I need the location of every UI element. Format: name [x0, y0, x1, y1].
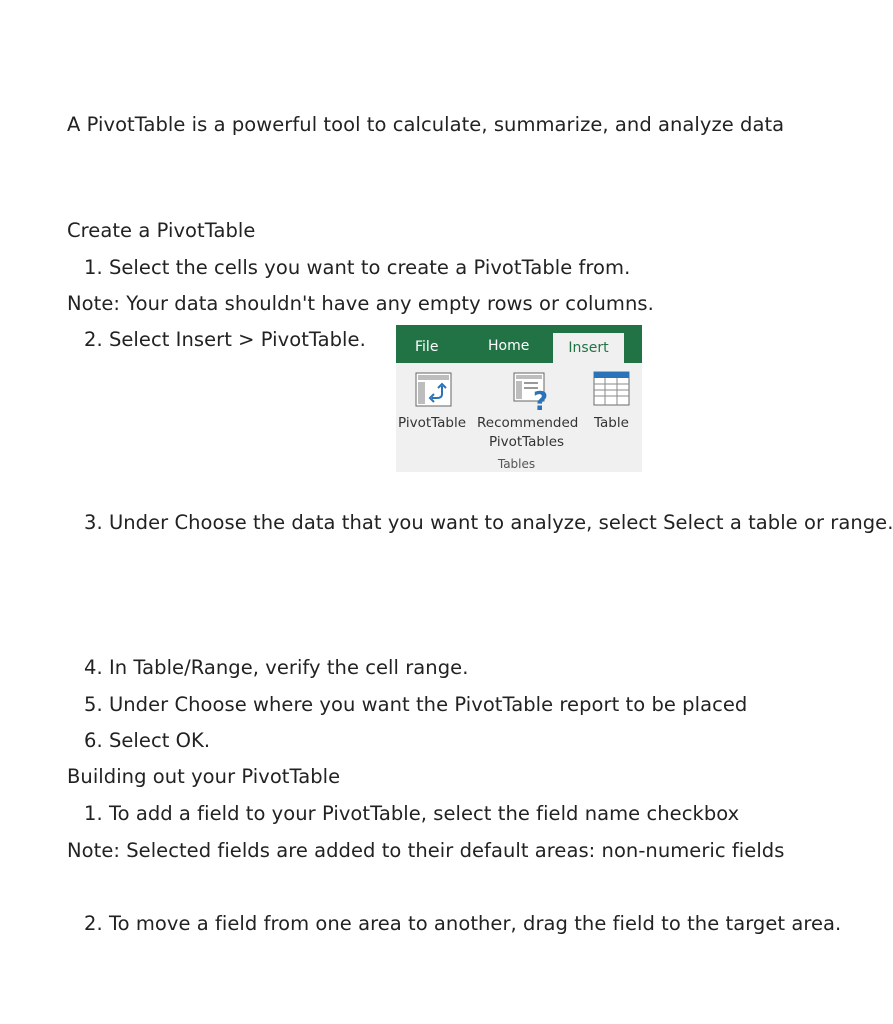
- recommended-label-line2: PivotTables: [489, 434, 565, 450]
- build-step-2: 2. To move a field from one area to another, drag the field to the target area.: [84, 912, 842, 935]
- tables-group-label: Tables: [497, 457, 536, 471]
- ribbon-image: [396, 325, 642, 472]
- table-button-label: Table: [594, 415, 629, 431]
- step-2: 2. Select Insert > PivotTable.: [84, 328, 366, 351]
- recommended-label-line1: Recommended: [477, 415, 579, 431]
- step-1: 1. Select the cells you want to create a PivotTable from.: [84, 256, 631, 279]
- step-3: 3. Under Choose the data that you want to analyze, select Select a table or range.: [84, 511, 893, 534]
- tab-file[interactable]: File: [415, 339, 439, 355]
- note-1: Note: Your data shouldn't have any empty rows or columns.: [67, 292, 654, 315]
- section-heading-building: Building out your PivotTable: [67, 765, 341, 788]
- intro-paragraph: A PivotTable is a powerful tool to calculate, summarize, and analyze data: [67, 113, 785, 136]
- note-2: Note: Selected fields are added to their default areas: non-numeric fields: [67, 839, 785, 862]
- recommended-pivottables-icon: [513, 372, 553, 417]
- section-heading-create: Create a PivotTable: [67, 219, 256, 242]
- step-4: 4. In Table/Range, verify the cell range.: [84, 656, 469, 679]
- table-icon: [593, 371, 631, 407]
- tab-home[interactable]: Home: [488, 338, 530, 354]
- pivottable-button-label: PivotTable: [398, 415, 467, 431]
- pivottable-icon: [415, 372, 453, 408]
- build-step-1: 1. To add a field to your PivotTable, select the field name checkbox: [84, 802, 740, 825]
- step-6: 6. Select OK.: [84, 729, 211, 752]
- svg-text:?: ?: [533, 387, 549, 417]
- tab-insert[interactable]: Insert: [553, 333, 624, 363]
- step-5: 5. Under Choose where you want the PivotTable report to be placed: [84, 693, 748, 716]
